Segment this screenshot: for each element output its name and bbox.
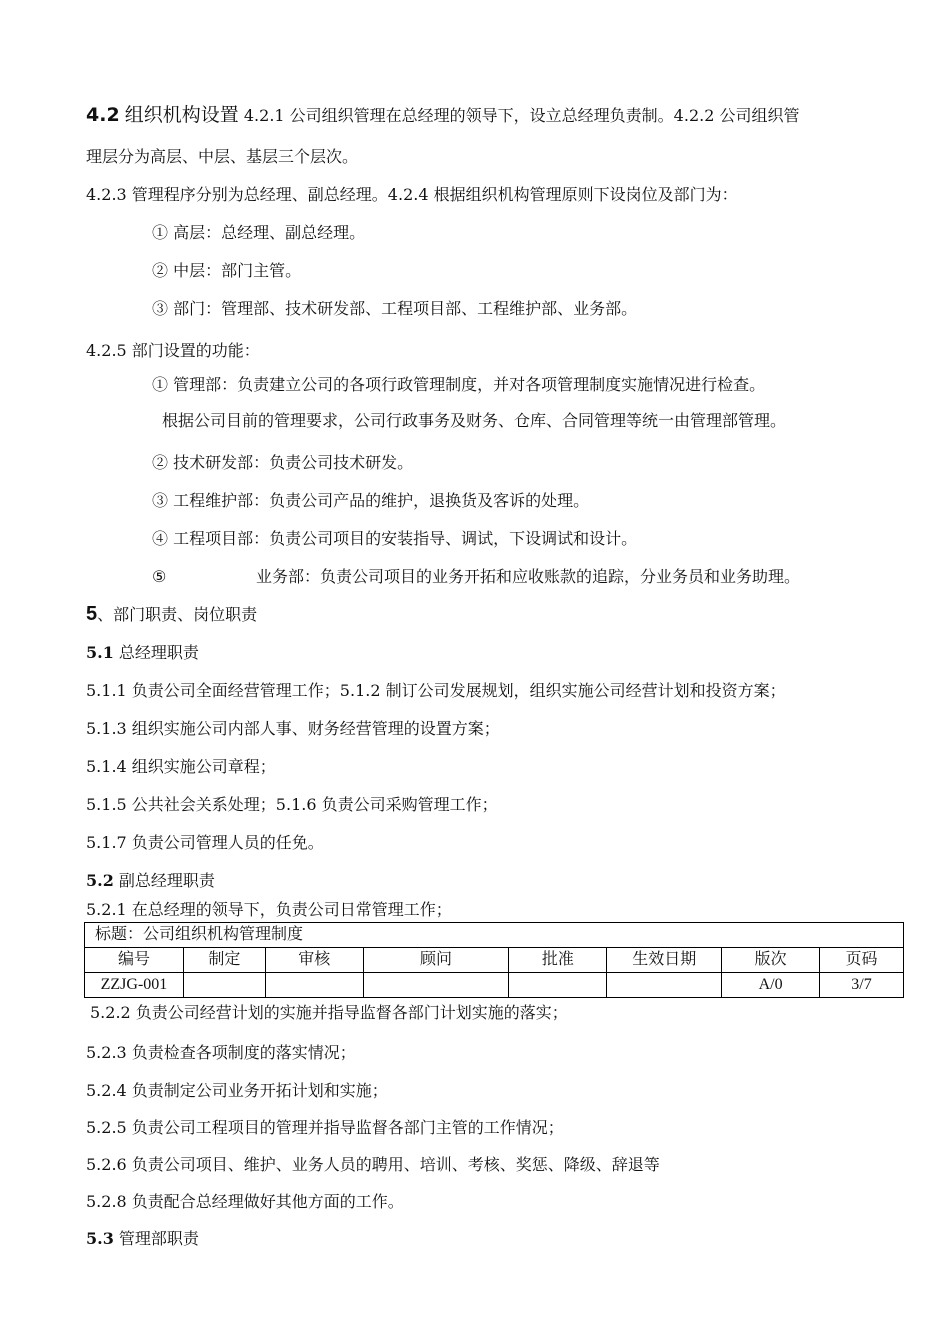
list-item-text: 业务部：负责公司项目的业务开拓和应收账款的追踪，分业务员和业务助理。 xyxy=(256,567,801,586)
column-header: 制定 xyxy=(183,948,265,973)
subsection-number: 5.2 xyxy=(86,871,114,890)
paragraph-text: 4.2.1 公司组织管理在总经理的领导下，设立总经理负责制。4.2.2 公司组织管 xyxy=(243,106,800,125)
column-header: 审核 xyxy=(265,948,363,973)
table-title: 标题：公司组织机构管理制度 xyxy=(85,923,904,948)
column-header: 版次 xyxy=(722,948,820,973)
subsection-heading xyxy=(86,642,199,664)
column-header: 批准 xyxy=(509,948,607,973)
section-number: 5 xyxy=(86,603,98,625)
paragraph-line: 5.1.4 组织实施公司章程； xyxy=(86,757,276,776)
section-4-2-line xyxy=(86,104,799,127)
subsection-number: 5.1 xyxy=(86,643,114,662)
paragraph-line: 5.1.7 负责公司管理人员的任免。 xyxy=(86,833,324,852)
subsection-title: 总经理职责 xyxy=(113,643,199,662)
paragraph-line: 5.2.3 负责检查各项制度的落实情况； xyxy=(86,1043,356,1062)
table-cell xyxy=(509,973,607,998)
list-item: ② 技术研发部：负责公司技术研发。 xyxy=(152,453,414,472)
paragraph-line: 5.1.5 公共社会关系处理；5.1.6 负责公司采购管理工作； xyxy=(86,795,498,814)
table-cell: A/0 xyxy=(722,973,820,998)
paragraph-line: 5.2.5 负责公司工程项目的管理并指导监督各部门主管的工作情况； xyxy=(86,1118,564,1137)
paragraph-line: 5.2.2 负责公司经营计划的实施并指导监督各部门计划实施的落实； xyxy=(90,1003,568,1022)
paragraph-line: 5.2.8 负责配合总经理做好其他方面的工作。 xyxy=(86,1192,404,1211)
column-header: 编号 xyxy=(85,948,184,973)
list-item: ② 中层：部门主管。 xyxy=(152,261,302,280)
paragraph-line: 5.2.1 在总经理的领导下，负责公司日常管理工作； xyxy=(86,900,452,919)
list-marker: ⑤ xyxy=(152,567,167,586)
table-cell xyxy=(265,973,363,998)
table-cell xyxy=(607,973,722,998)
list-item: ① 管理部：负责建立公司的各项行政管理制度，并对各项管理制度实施情况进行检查。 xyxy=(152,375,766,394)
subsection-title: 副总经理职责 xyxy=(113,871,215,890)
section-title: 、部门职责、岗位职责 xyxy=(97,605,258,624)
subsection-heading xyxy=(86,870,215,892)
section-title: 组织机构设置 xyxy=(124,104,239,126)
list-item: ③ 工程维护部：负责公司产品的维护，退换货及客诉的处理。 xyxy=(152,491,590,510)
subsection-heading xyxy=(86,1228,199,1250)
subsection-number: 5.3 xyxy=(86,1229,114,1248)
table-cell xyxy=(183,973,265,998)
table-cell: ZZJG-001 xyxy=(85,973,184,998)
list-item: ③ 部门：管理部、技术研发部、工程项目部、工程维护部、业务部。 xyxy=(152,299,638,318)
table-cell: 3/7 xyxy=(820,973,904,998)
document-header-table xyxy=(84,922,904,998)
list-item: ④ 工程项目部：负责公司项目的安装指导、调试，下设调试和设计。 xyxy=(152,529,638,548)
subsection-title: 管理部职责 xyxy=(113,1229,199,1248)
paragraph-line: 5.1.3 组织实施公司内部人事、财务经营管理的设置方案； xyxy=(86,719,500,738)
table-cell xyxy=(363,973,509,998)
paragraph-line: 5.2.4 负责制定公司业务开拓计划和实施； xyxy=(86,1081,388,1100)
paragraph-line: 4.2.5 部门设置的功能： xyxy=(86,341,260,360)
list-item xyxy=(152,566,801,588)
table-title-row xyxy=(85,923,904,948)
section-5-heading xyxy=(86,603,257,626)
paragraph-line: 4.2.3 管理程序分别为总经理、副总经理。4.2.4 根据组织机构管理原则下设岗位及部门为： xyxy=(86,185,738,204)
section-number: 4.2 xyxy=(86,104,120,126)
column-header: 生效日期 xyxy=(607,948,722,973)
paragraph-line: 理层分为高层、中层、基层三个层次。 xyxy=(86,147,359,166)
table-header-row xyxy=(85,948,904,973)
paragraph-line: 5.1.1 负责公司全面经营管理工作；5.1.2 制订公司发展规划，组织实施公司经营计划和投资方案； xyxy=(86,681,786,700)
paragraph-line: 5.2.6 负责公司项目、维护、业务人员的聘用、培训、考核、奖惩、降级、辞退等 xyxy=(86,1155,660,1174)
column-header: 顾问 xyxy=(363,948,509,973)
table-row xyxy=(85,973,904,998)
column-header: 页码 xyxy=(820,948,904,973)
list-item: ① 高层：总经理、副总经理。 xyxy=(152,223,366,242)
list-item-continuation: 根据公司目前的管理要求，公司行政事务及财务、仓库、合同管理等统一由管理部管理。 xyxy=(162,411,787,430)
